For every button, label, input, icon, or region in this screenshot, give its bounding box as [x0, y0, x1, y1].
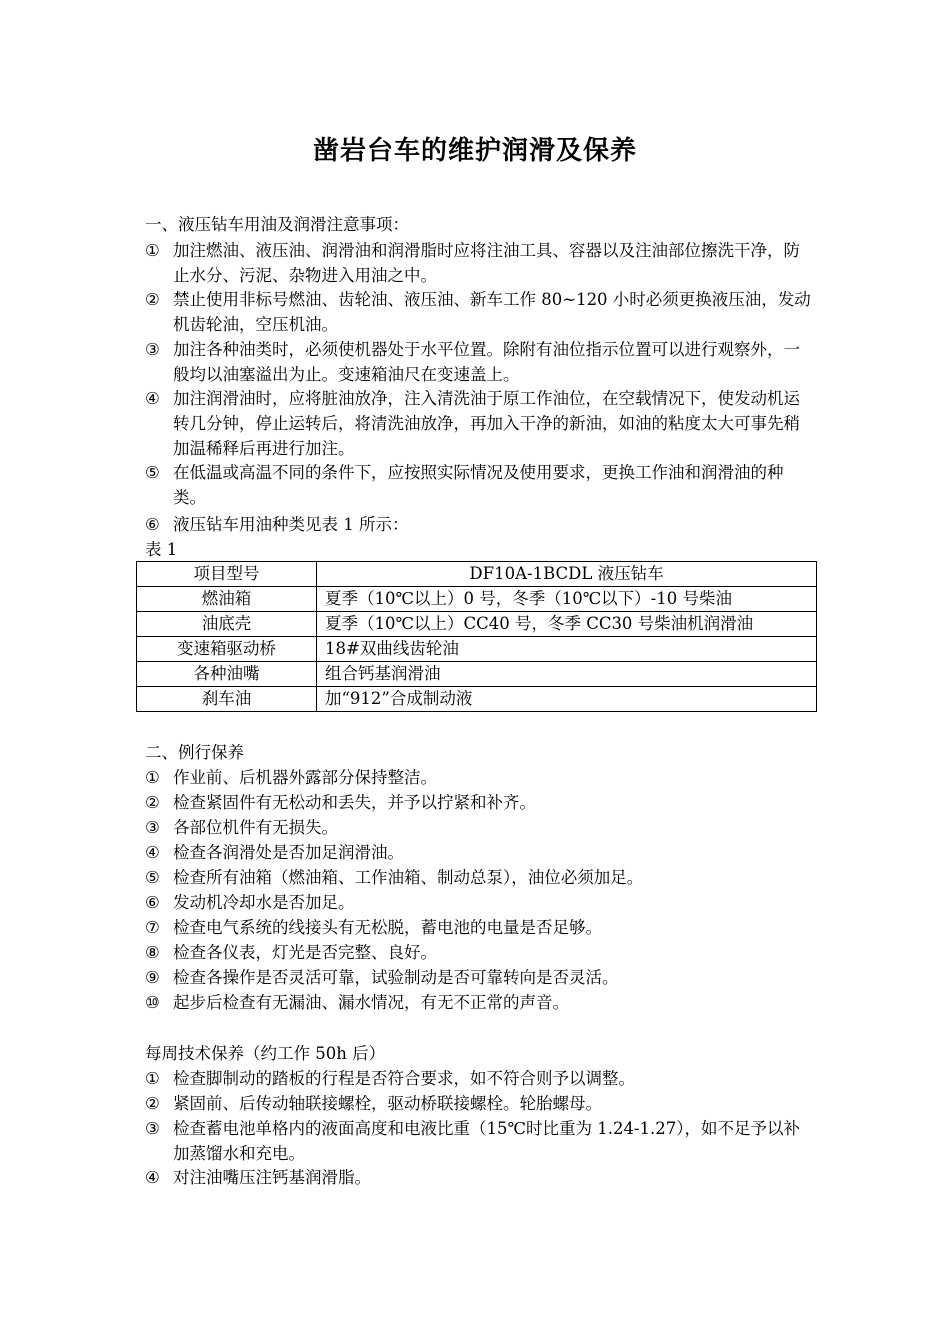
item-number: ①	[145, 1069, 160, 1088]
item-text: 检查各润滑处是否加足润滑油。	[173, 843, 404, 862]
item-text: 作业前、后机器外露部分保持整洁。	[173, 768, 437, 787]
section2-item-1	[145, 765, 815, 790]
section1-item-2	[145, 287, 815, 337]
table-cell-spec: 18#双曲线齿轮油	[317, 637, 817, 662]
section3-heading: 每周技术保养（约工作 50h 后）	[145, 1044, 386, 1063]
table-cell-item: 各种油嘴	[137, 662, 317, 687]
table-label: 表 1	[145, 540, 178, 559]
item-number: ⑤	[145, 463, 160, 482]
section2-item-2	[145, 790, 815, 815]
table-row	[137, 662, 817, 687]
item-text: 检查紧固件有无松动和丢失，并予以拧紧和补齐。	[173, 793, 536, 812]
item-number: ②	[145, 793, 160, 812]
table-header-row	[137, 562, 817, 587]
section1-item-6	[145, 512, 815, 537]
item-number: ③	[145, 1119, 160, 1138]
table-header-cell: DF10A-1BCDL 液压钻车	[317, 562, 817, 587]
item-number: ⑤	[145, 868, 160, 887]
table-row	[137, 637, 817, 662]
table-cell-item: 油底壳	[137, 612, 317, 637]
section1-heading: 一、液压钻车用油及润滑注意事项：	[145, 215, 409, 234]
item-text: 在低温或高温不同的条件下，应按照实际情况及使用要求，更换工作油和润滑油的种类。	[173, 463, 784, 507]
item-number: ⑧	[145, 943, 160, 962]
item-text: 加注润滑油时，应将脏油放净，注入清洗油于原工作油位，在空载情况下，使发动机运转几分钟，停止运转后，将清洗油放净，再加入干净的新油，如油的粘度太大可事先稍加温稀释后再进行加注。	[173, 389, 800, 458]
item-number: ②	[145, 290, 160, 309]
table-cell-spec: 加“912”合成制动液	[317, 687, 817, 712]
section2-item-9	[145, 965, 815, 990]
item-text: 发动机冷却水是否加足。	[173, 893, 355, 912]
item-number: ④	[145, 389, 160, 408]
section3-item-4	[145, 1165, 815, 1190]
item-text: 加注燃油、液压油、润滑油和润滑脂时应将注油工具、容器以及注油部位擦洗干净，防止水分、污泥、杂物进入用油之中。	[173, 241, 800, 285]
section2-item-4	[145, 840, 815, 865]
table-row	[137, 612, 817, 637]
table-cell-spec: 组合钙基润滑油	[317, 662, 817, 687]
item-text: 各部位机件有无损失。	[173, 818, 338, 837]
item-text: 检查蓄电池单格内的液面高度和电液比重（15℃时比重为 1.24-1.27），如不足予以补加蒸馏水和充电。	[173, 1119, 800, 1163]
table-cell-item: 刹车油	[137, 687, 317, 712]
table-cell-spec: 夏季（10℃以上）CC40 号，冬季 CC30 号柴油机润滑油	[317, 612, 817, 637]
item-number: ⑥	[145, 893, 160, 912]
item-text: 禁止使用非标号燃油、齿轮油、液压油、新车工作 80~120 小时必须更换液压油，发动机齿轮油，空压机油。	[173, 290, 811, 334]
table-cell-item: 燃油箱	[137, 587, 317, 612]
item-number: ③	[145, 340, 160, 359]
section2-heading: 二、例行保养	[145, 743, 244, 762]
section1-item-3	[145, 337, 815, 387]
item-number: ②	[145, 1094, 160, 1113]
item-number: ④	[145, 1168, 160, 1187]
item-number: ①	[145, 768, 160, 787]
section2-item-3	[145, 815, 815, 840]
item-number: ⑨	[145, 968, 160, 987]
table-header-cell: 项目型号	[137, 562, 317, 587]
item-text: 起步后检查有无漏油、漏水情况，有无不正常的声音。	[173, 993, 569, 1012]
item-text: 检查各操作是否灵活可靠，试验制动是否可靠转向是否灵活。	[173, 968, 619, 987]
oil-type-table	[136, 561, 817, 712]
item-number: ③	[145, 818, 160, 837]
item-text: 检查脚制动的踏板的行程是否符合要求，如不符合则予以调整。	[173, 1069, 635, 1088]
section3-item-2	[145, 1091, 815, 1116]
section2-item-10	[145, 990, 815, 1015]
section1-item-1	[145, 238, 815, 288]
section2-item-5	[145, 865, 815, 890]
section2-item-8	[145, 940, 815, 965]
table-row	[137, 587, 817, 612]
item-number: ⑦	[145, 918, 160, 937]
item-text: 对注油嘴压注钙基润滑脂。	[173, 1168, 371, 1187]
item-text: 紧固前、后传动轴联接螺栓，驱动桥联接螺栓。轮胎螺母。	[173, 1094, 602, 1113]
section3-item-1	[145, 1066, 815, 1091]
item-text: 检查电气系统的线接头有无松脱，蓄电池的电量是否足够。	[173, 918, 602, 937]
page-title: 凿岩台车的维护润滑及保养	[312, 136, 637, 166]
item-number: ①	[145, 241, 160, 260]
section3-item-3	[145, 1116, 815, 1166]
section1-item-4	[145, 386, 815, 461]
table-row	[137, 687, 817, 712]
table-cell-spec: 夏季（10℃以上）0 号，冬季（10℃以下）-10 号柴油	[317, 587, 817, 612]
table-cell-item: 变速箱驱动桥	[137, 637, 317, 662]
item-number: ⑩	[145, 993, 160, 1012]
item-text: 加注各种油类时，必须使机器处于水平位置。除附有油位指示位置可以进行观察外，一般均以油塞溢出为止。变速箱油尺在变速盖上。	[173, 340, 800, 384]
item-number: ④	[145, 843, 160, 862]
section1-item-5	[145, 460, 815, 510]
item-text: 检查所有油箱（燃油箱、工作油箱、制动总泵），油位必须加足。	[173, 868, 644, 887]
item-number: ⑥	[145, 515, 160, 534]
section2-item-7	[145, 915, 815, 940]
section2-item-6	[145, 890, 815, 915]
item-text: 液压钻车用油种类见表 1 所示：	[173, 515, 409, 534]
item-text: 检查各仪表，灯光是否完整、良好。	[173, 943, 437, 962]
